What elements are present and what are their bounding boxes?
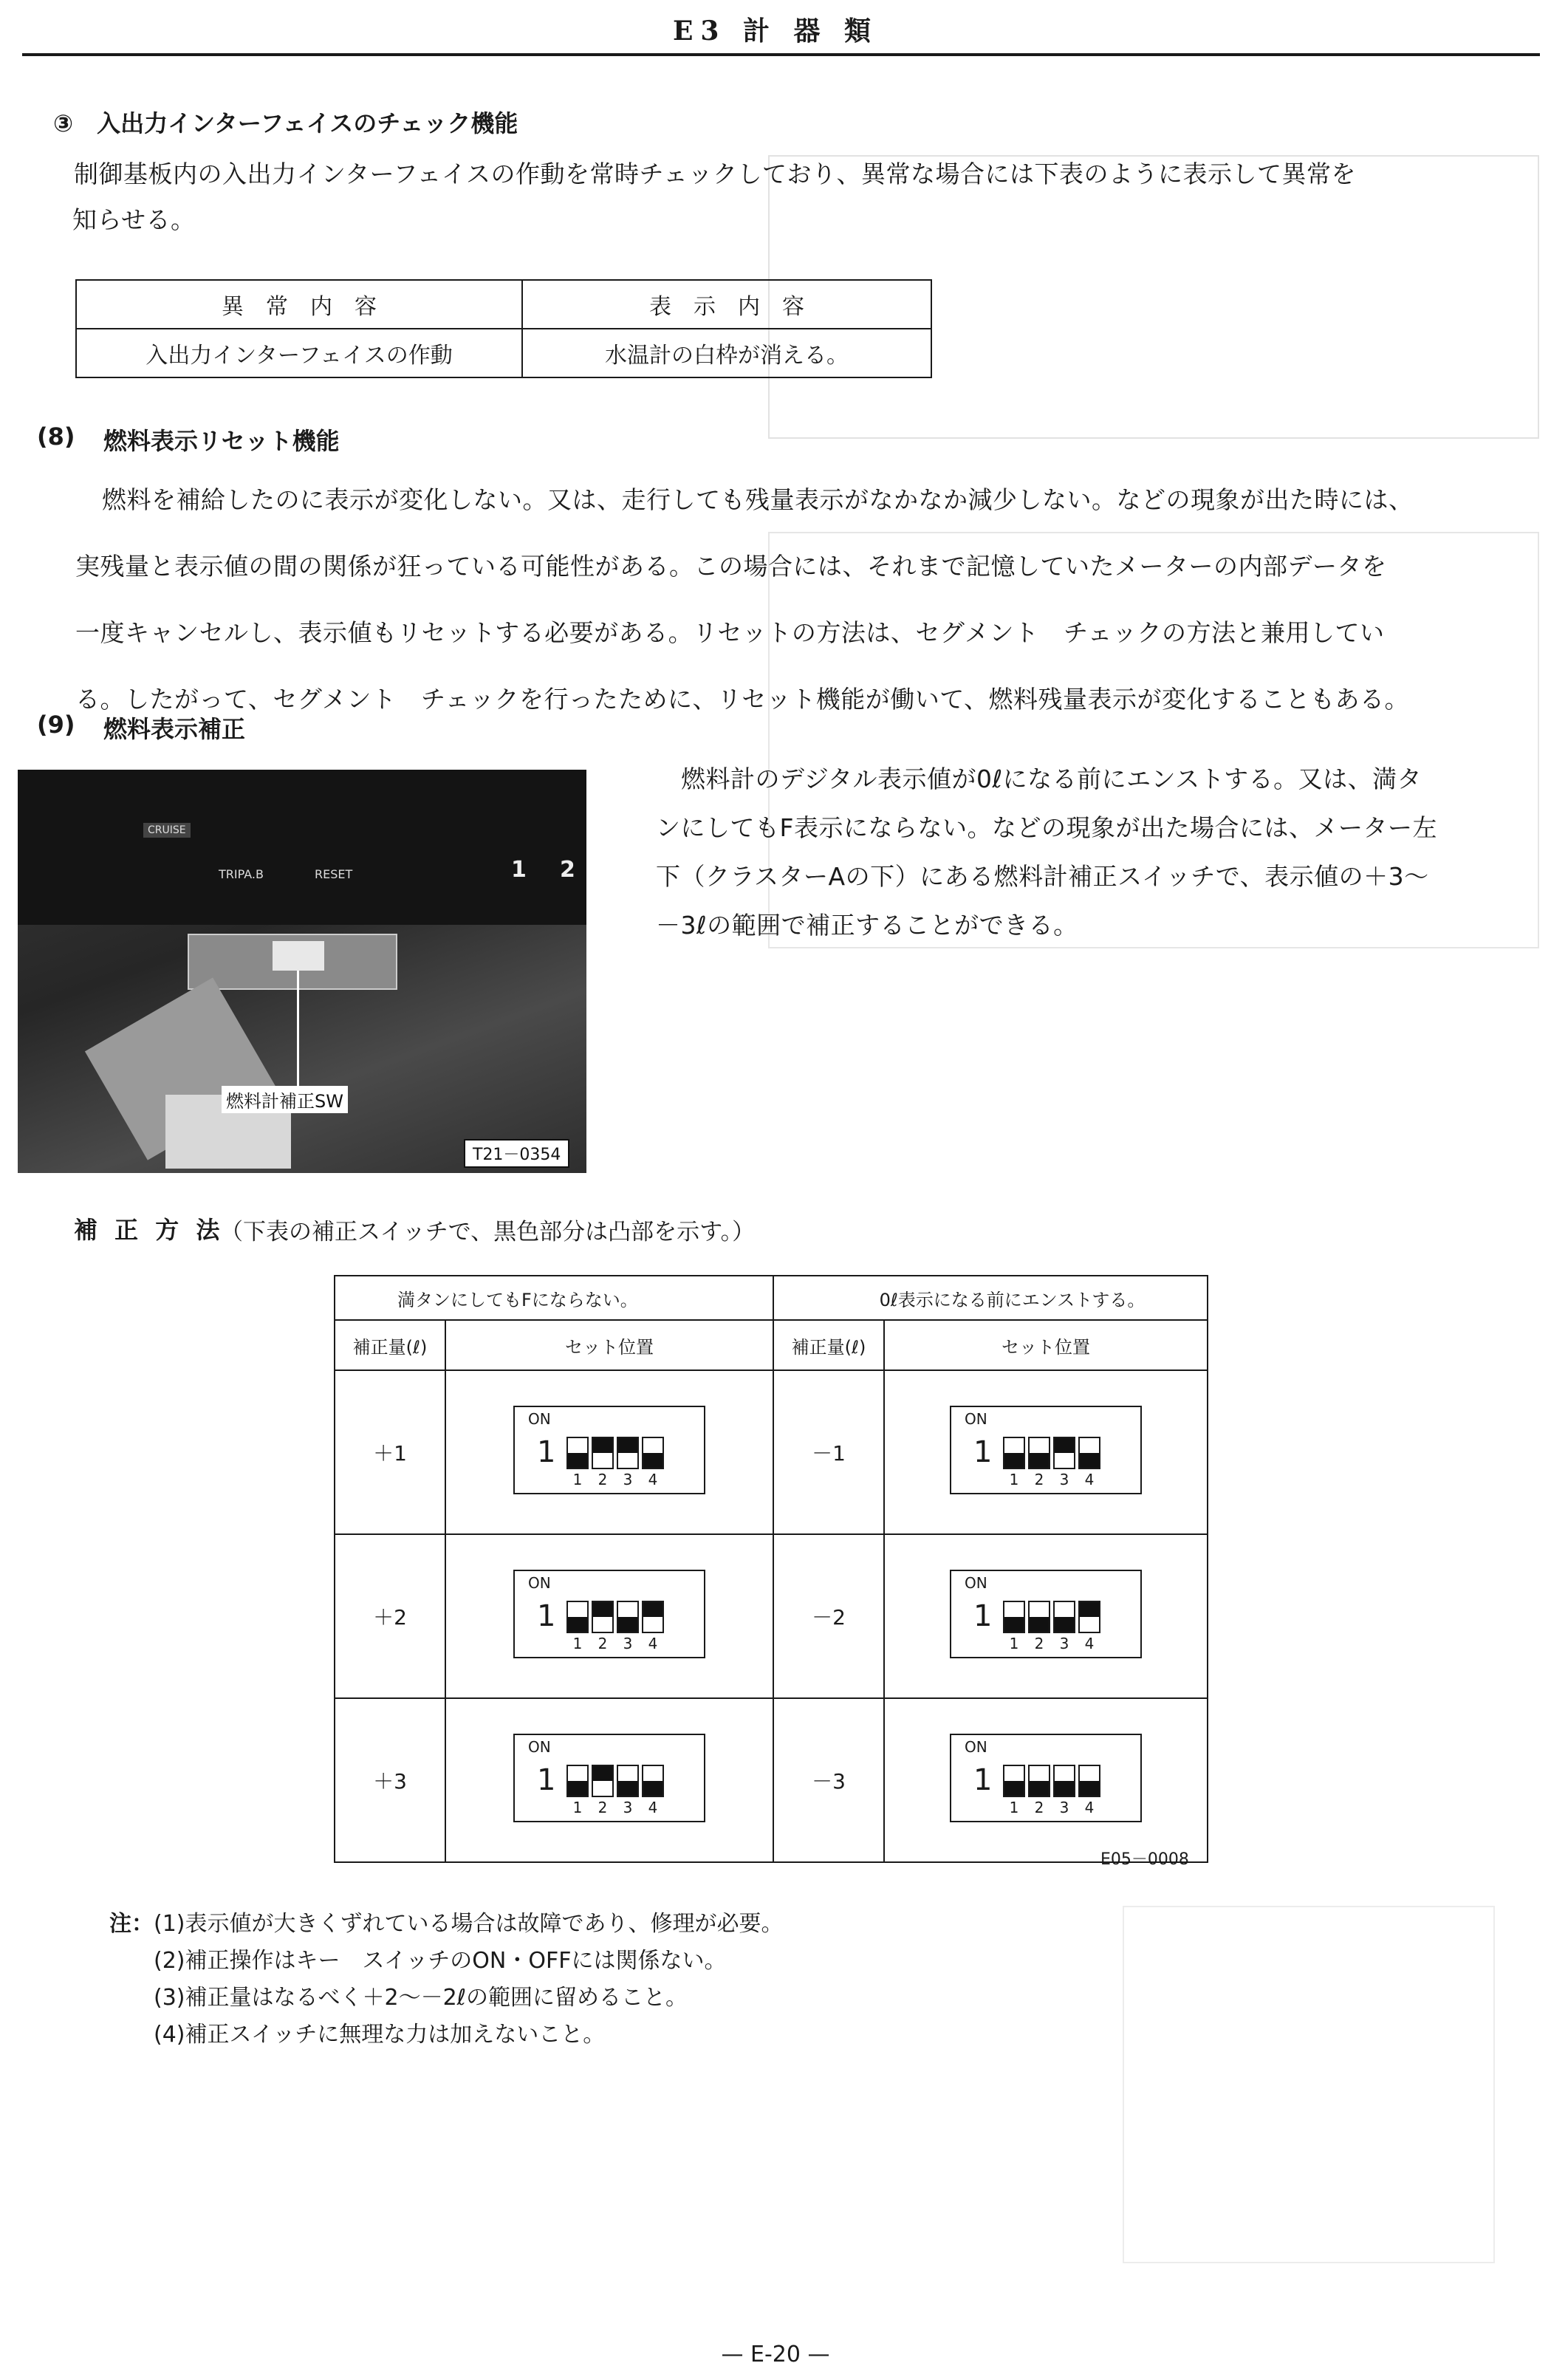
left-amount: ＋3 bbox=[335, 1698, 445, 1862]
switch-number-2: 2 bbox=[1034, 1471, 1044, 1488]
dip-switch bbox=[513, 1734, 705, 1822]
table-row bbox=[335, 1370, 1208, 1534]
switch-body bbox=[273, 941, 324, 971]
dip-switch-lever-3 bbox=[1053, 1765, 1075, 1797]
table-row bbox=[335, 1698, 1208, 1862]
dip-switch-lever-3 bbox=[617, 1601, 639, 1633]
switch-one-label: 1 bbox=[537, 1763, 556, 1797]
dip-switch-lever-1 bbox=[1003, 1437, 1025, 1469]
col-amount-right: 補正量(ℓ) bbox=[773, 1320, 884, 1370]
switch-number-2: 2 bbox=[598, 1635, 608, 1652]
callout-line bbox=[297, 971, 299, 1087]
dip-switch bbox=[513, 1406, 705, 1494]
note-item: (1)表示値が大きくずれている場合は故障であり、修理が必要。 bbox=[154, 1911, 784, 1937]
right-amount: －1 bbox=[773, 1370, 884, 1534]
dip-switch-lever-4 bbox=[1078, 1437, 1100, 1469]
dip-switch-lever-1 bbox=[566, 1765, 589, 1797]
switch-numbers bbox=[1003, 1471, 1100, 1488]
fuel-gauge-switch-photo bbox=[18, 770, 586, 1173]
dip-switch-lever-4 bbox=[1078, 1601, 1100, 1633]
section8-body bbox=[75, 467, 1545, 733]
dip-switch-lever-2 bbox=[1028, 1765, 1050, 1797]
dip-switch-lever-3 bbox=[1053, 1437, 1075, 1469]
method-subtitle: （下表の補正スイッチで、黒色部分は凸部を示す。） bbox=[220, 1219, 756, 1245]
switch-on-label: ON bbox=[528, 1738, 551, 1756]
switch-number-4: 4 bbox=[648, 1635, 658, 1652]
dip-switch-lever-1 bbox=[566, 1437, 589, 1469]
page-header-title: E3 計 器 類 bbox=[672, 16, 879, 47]
meter-panel bbox=[18, 770, 586, 925]
left-condition-header: 満タンにしてもFにならない。 bbox=[335, 1276, 773, 1320]
switch-numbers bbox=[566, 1471, 664, 1488]
section9-line-3: 下（クラスターAの下）にある燃料計補正スイッチで、表示値の＋3～ bbox=[656, 862, 1429, 891]
switch-number-3: 3 bbox=[1059, 1471, 1069, 1488]
switch-bank bbox=[1003, 1765, 1100, 1797]
switch-number-4: 4 bbox=[648, 1471, 658, 1488]
switch-number-3: 3 bbox=[623, 1471, 633, 1488]
left-switch-cell bbox=[445, 1370, 773, 1534]
switch-number-3: 3 bbox=[1059, 1635, 1069, 1652]
right-amount: －2 bbox=[773, 1534, 884, 1698]
dip-switch-lever-4 bbox=[642, 1437, 664, 1469]
section9-body bbox=[656, 755, 1542, 950]
col-amount-left: 補正量(ℓ) bbox=[335, 1320, 445, 1370]
dip-switch-lever-3 bbox=[617, 1437, 639, 1469]
switch-number-3: 3 bbox=[623, 1799, 633, 1816]
switch-bank bbox=[566, 1765, 664, 1797]
section8-line-2: 実残量と表示値の間の関係が狂っている可能性がある。この場合には、それまで記憶していたメーターの内部データを bbox=[75, 552, 1387, 581]
switch-number-1: 1 bbox=[572, 1799, 583, 1816]
note-item: (2)補正操作はキー スイッチのON・OFFには関係ない。 bbox=[154, 1948, 727, 1974]
correction-table bbox=[334, 1275, 1208, 1863]
dip-switch-lever-2 bbox=[592, 1601, 614, 1633]
dip-switch-lever-4 bbox=[642, 1601, 664, 1633]
photo-callout-label: 燃料計補正SW bbox=[222, 1086, 348, 1113]
table-header-row bbox=[76, 280, 931, 329]
left-amount: ＋1 bbox=[335, 1370, 445, 1534]
section9-heading: 燃料表示補正 bbox=[103, 715, 246, 743]
switch-numbers bbox=[1003, 1799, 1100, 1816]
section8-line-3: 一度キャンセルし、表示値もリセットする必要がある。リセットの方法は、セグメント チェックの方法と兼用してい bbox=[75, 618, 1385, 647]
table-cell: 水温計の白枠が消える。 bbox=[522, 329, 931, 377]
switch-number-3: 3 bbox=[623, 1635, 633, 1652]
switch-number-2: 2 bbox=[1034, 1799, 1044, 1816]
correction-subheader-row bbox=[335, 1320, 1208, 1370]
switch-number-1: 1 bbox=[572, 1635, 583, 1652]
right-amount: －3 bbox=[773, 1698, 884, 1862]
switch-on-label: ON bbox=[965, 1738, 987, 1756]
switch-numbers bbox=[566, 1635, 664, 1652]
section3-line-1: 制御基板内の入出力インターフェイスの作動を常時チェックしており、異常な場合には下表のように表示して異常を bbox=[74, 160, 1357, 188]
table-header-cell: 異 常 内 容 bbox=[76, 280, 522, 329]
switch-bank bbox=[566, 1437, 664, 1469]
left-switch-cell bbox=[445, 1534, 773, 1698]
switch-one-label: 1 bbox=[537, 1435, 556, 1469]
dip-switch bbox=[950, 1570, 1142, 1658]
dip-switch-lever-2 bbox=[592, 1437, 614, 1469]
section8-heading: 燃料表示リセット機能 bbox=[103, 427, 340, 455]
photo-label-reset: RESET bbox=[315, 867, 353, 881]
correction-header-row bbox=[335, 1276, 1208, 1320]
col-position-right: セット位置 bbox=[884, 1320, 1208, 1370]
dip-switch-lever-1 bbox=[566, 1601, 589, 1633]
section3-heading: ③ 入出力インターフェイスのチェック機能 bbox=[53, 109, 518, 137]
switch-one-label: 1 bbox=[973, 1435, 993, 1469]
method-title: 補 正 方 法 bbox=[74, 1216, 225, 1244]
switch-bank bbox=[1003, 1437, 1100, 1469]
switch-number-1: 1 bbox=[1009, 1471, 1019, 1488]
dip-switch-lever-3 bbox=[1053, 1601, 1075, 1633]
right-condition-header: 0ℓ表示になる前にエンストする。 bbox=[773, 1276, 1208, 1320]
table-cell: 入出力インターフェイスの作動 bbox=[76, 329, 522, 377]
switch-numbers bbox=[1003, 1635, 1100, 1652]
table-row bbox=[76, 329, 931, 377]
left-amount: ＋2 bbox=[335, 1534, 445, 1698]
dip-switch-lever-2 bbox=[1028, 1601, 1050, 1633]
notes-list bbox=[154, 1906, 784, 2054]
switch-number-4: 4 bbox=[648, 1799, 658, 1816]
switch-on-label: ON bbox=[528, 1574, 551, 1592]
dip-switch-lever-2 bbox=[592, 1765, 614, 1797]
table-row bbox=[335, 1534, 1208, 1698]
photo-code: T21－0354 bbox=[464, 1139, 569, 1168]
bleed-through-box bbox=[1123, 1906, 1495, 2263]
switch-number-3: 3 bbox=[1059, 1799, 1069, 1816]
table-header-cell: 表 示 内 容 bbox=[522, 280, 931, 329]
section8-line-1: 燃料を補給したのに表示が変化しない。又は、走行しても残量表示がなかなか減少しない。などの現象が出た時には、 bbox=[102, 485, 1414, 514]
section8-num: (8) bbox=[37, 423, 75, 451]
switch-one-label: 1 bbox=[973, 1599, 993, 1633]
section3-table bbox=[75, 279, 932, 378]
photo-label-1: 1 bbox=[511, 857, 527, 883]
dip-switch bbox=[950, 1406, 1142, 1494]
dip-switch-lever-2 bbox=[1028, 1437, 1050, 1469]
page-number: — E-20 — bbox=[721, 2342, 830, 2367]
switch-bank bbox=[566, 1601, 664, 1633]
switch-number-1: 1 bbox=[1009, 1799, 1019, 1816]
switch-number-4: 4 bbox=[1084, 1635, 1095, 1652]
dip-switch-lever-4 bbox=[642, 1765, 664, 1797]
header-rule bbox=[22, 53, 1540, 56]
notes-label: 注： bbox=[109, 1911, 154, 1937]
note-item: (3)補正量はなるべく＋2～－2ℓの範囲に留めること。 bbox=[154, 1985, 688, 2011]
right-switch-cell bbox=[884, 1534, 1208, 1698]
section9-num: (9) bbox=[37, 711, 75, 739]
bleed-through-text bbox=[872, 103, 879, 131]
dip-switch-lever-4 bbox=[1078, 1765, 1100, 1797]
left-switch-cell bbox=[445, 1698, 773, 1862]
dip-switch bbox=[513, 1570, 705, 1658]
photo-label-tripab: TRIPA.B bbox=[219, 867, 264, 881]
section3-line-2: 知らせる。 bbox=[72, 205, 196, 234]
col-position-left: セット位置 bbox=[445, 1320, 773, 1370]
note-item: (4)補正スイッチに無理な力は加えないこと。 bbox=[154, 2022, 606, 2048]
section3-body bbox=[74, 151, 1536, 243]
switch-number-4: 4 bbox=[1084, 1799, 1095, 1816]
dip-switch bbox=[950, 1734, 1142, 1822]
dip-switch-lever-1 bbox=[1003, 1601, 1025, 1633]
switch-bank bbox=[1003, 1601, 1100, 1633]
section8-line-4: る。したがって、セグメント チェックを行ったために、リセット機能が働いて、燃料残量表示が変化することもある。 bbox=[75, 685, 1410, 714]
switch-number-2: 2 bbox=[598, 1471, 608, 1488]
photo-label-cruise: CRUISE bbox=[143, 823, 191, 838]
right-switch-cell bbox=[884, 1370, 1208, 1534]
section9-line-4: －3ℓの範囲で補正することができる。 bbox=[656, 911, 1078, 940]
right-switch-cell bbox=[884, 1698, 1208, 1862]
switch-number-2: 2 bbox=[598, 1799, 608, 1816]
dip-switch-lever-1 bbox=[1003, 1765, 1025, 1797]
photo-label-2: 2 bbox=[560, 857, 575, 883]
switch-on-label: ON bbox=[965, 1410, 987, 1428]
switch-number-2: 2 bbox=[1034, 1635, 1044, 1652]
switch-number-1: 1 bbox=[572, 1471, 583, 1488]
switch-on-label: ON bbox=[965, 1574, 987, 1592]
switch-number-1: 1 bbox=[1009, 1635, 1019, 1652]
switch-one-label: 1 bbox=[973, 1763, 993, 1797]
switch-one-label: 1 bbox=[537, 1599, 556, 1633]
switch-numbers bbox=[566, 1799, 664, 1816]
switch-on-label: ON bbox=[528, 1410, 551, 1428]
section9-line-2: ンにしてもF表示にならない。などの現象が出た場合には、メーター左 bbox=[656, 813, 1437, 842]
dip-switch-lever-3 bbox=[617, 1765, 639, 1797]
figure-code: E05－0008 bbox=[1100, 1850, 1189, 1869]
switch-number-4: 4 bbox=[1084, 1471, 1095, 1488]
section9-line-1: 燃料計のデジタル表示値が0ℓになる前にエンストする。又は、満タ bbox=[681, 765, 1422, 793]
